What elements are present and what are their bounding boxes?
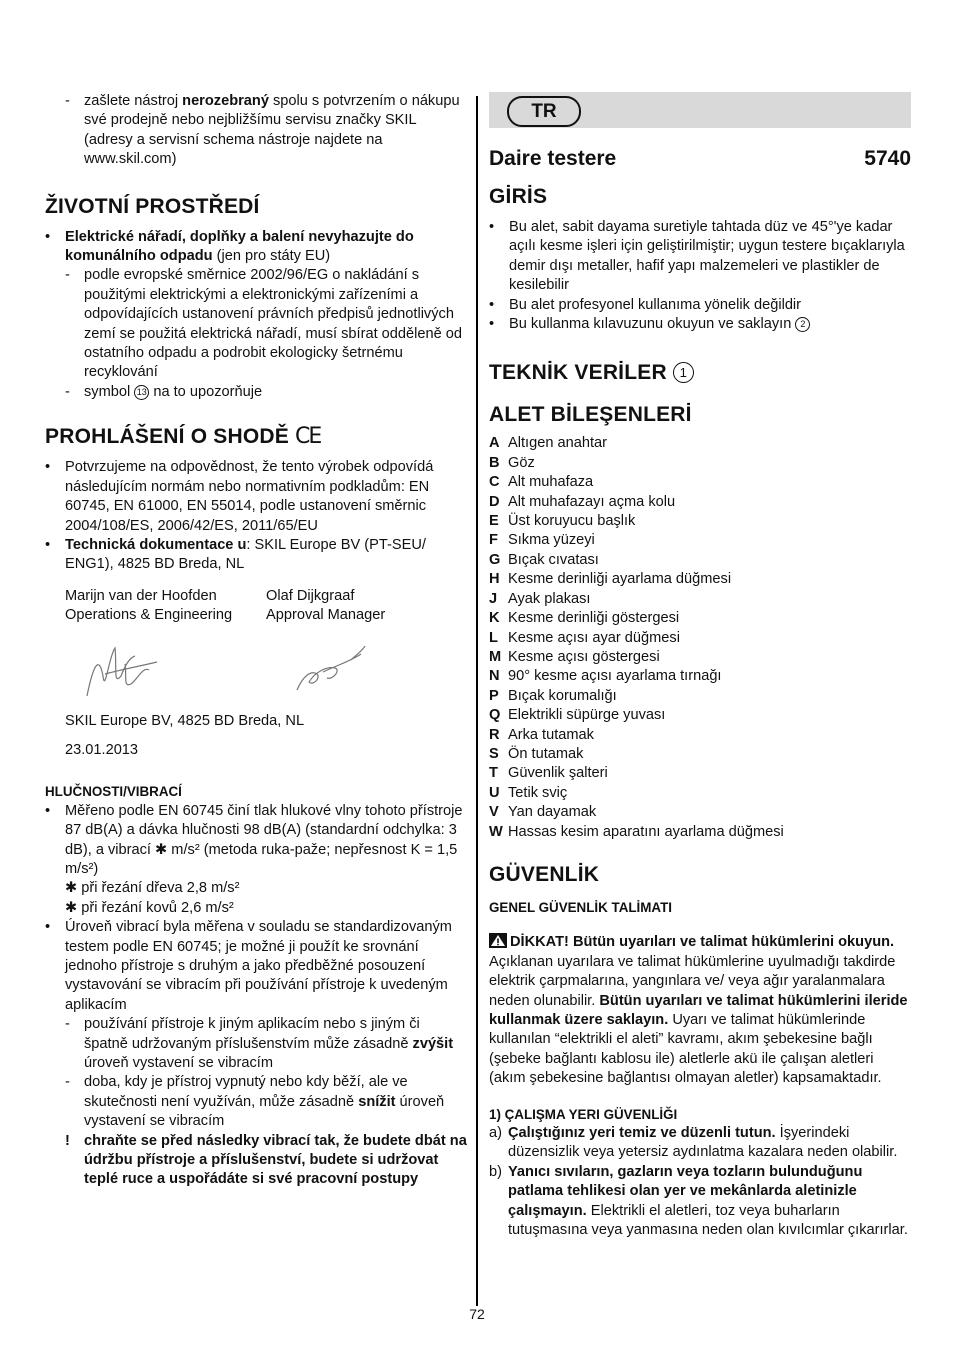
intro-text-rest: spolu s potvrzením o nákupu své prodejně nebo nejbližšímu servisu značky SKIL (adresy a servisní schema nástroje najdete na www.skil.com): [84, 93, 460, 168]
decl-bullet-2: • Technická dokumentace u: SKIL Europe BV (PT-SEU/ ENG1), 4825 BD Breda, NL: [45, 536, 426, 573]
part-item: [489, 434, 911, 453]
part-key: M: [489, 648, 502, 665]
decl-heading-text: PROHLÁŠENÍ O SHODĚ: [45, 425, 289, 449]
warning-bold-1: DİKKAT! Bütün uyarıları ve talimat hükümlerini okuyun.: [510, 934, 895, 951]
noise-dash-1-bold: zvýšit: [412, 1035, 454, 1052]
part-label: Altıgen anahtar: [508, 435, 607, 452]
part-key: C: [489, 474, 500, 491]
signatory-1: [65, 587, 266, 626]
part-label: Kesme derinliği göstergesi: [508, 610, 680, 627]
signatures: [65, 636, 467, 706]
env-dash-2: - symbol 13 na to upozorňuje: [65, 383, 263, 400]
part-item: [489, 570, 911, 589]
part-key: R: [489, 726, 500, 743]
part-key: P: [489, 687, 499, 704]
tech-heading-text: TEKNİK VERİLER: [489, 361, 667, 385]
part-label: Kesme derinliği ayarlama düğmesi: [508, 571, 732, 588]
left-column: [45, 92, 467, 1190]
part-label: Bıçak cıvatası: [508, 551, 599, 568]
part-label: Üst koruyucu başlık: [508, 513, 636, 530]
figure-ref-icon: 13: [134, 385, 149, 400]
part-key: U: [489, 784, 500, 801]
env-heading: ŽIVOTNÍ PROSTŘEDÍ: [45, 194, 260, 218]
part-item: [489, 473, 911, 492]
work-item-a-bold: Çalıştığınız yeri temiz ve düzenli tutun.: [508, 1125, 776, 1142]
env-dash-2-text-b: na to upozorňuje: [149, 383, 263, 400]
right-column: [489, 92, 911, 1240]
part-key: G: [489, 551, 501, 568]
part-key: W: [489, 823, 503, 840]
part-item: [489, 687, 911, 706]
work-item-b-mark: b): [489, 1163, 502, 1180]
signatory-1-name: Marijn van der Hoofden: [65, 587, 217, 604]
page-number: 72: [469, 1306, 485, 1322]
part-key: N: [489, 668, 500, 685]
parts-heading: ALET BİLEŞENLERİ: [489, 403, 692, 427]
part-item: [489, 590, 911, 609]
part-key: K: [489, 610, 500, 627]
env-bullet: • Elektrické nářadí, doplňky a balení nevyhazujte do komunálního odpadu (jen pro státy EU): [45, 228, 414, 265]
part-label: Kesme açısı ayar düğmesi: [508, 629, 680, 646]
env-dash-1-text: podle evropské směrnice 2002/96/EG o nakládání s použitými elektrickými a elektronickými zařízeními a odpovídajících ustanovení právních předpisů jednotlivých zemí se použitá elektrická nářadí, musí sbírat odděleně od ostatního odpadu a podrobit ekologicky šetrnému recyklování: [84, 267, 463, 381]
general-warning: [489, 933, 911, 1088]
part-item: [489, 512, 911, 531]
env-dash-1: - podle evropské směrnice 2002/96/EG o nakládání s použitými elektrickými a elektronickými zařízeními a odpovídajících ustanovení právních předpisů jednotlivých zemí se použitá elektrická nářadí, musí sbírat odděleně od ostatního odpadu a podrobit ekologicky šetrnému recyklování: [45, 266, 467, 382]
noise-metal-value: ✱ při řezání kovů 2,6 m/s²: [65, 899, 234, 916]
env-bullet-bold: Elektrické nářadí, doplňky a balení nevyhazujte do komunálního odpadu: [65, 228, 414, 265]
noise-wood-value: ✱ při řezání dřeva 2,8 m/s²: [65, 880, 240, 897]
part-label: Arka tutamak: [508, 726, 594, 743]
intro-bullet-3-text: Bu kullanma kılavuzunu okuyun ve saklayın: [509, 316, 796, 333]
signatory-2-title: Approval Manager: [266, 607, 386, 624]
safety-heading: GÜVENLİK: [489, 862, 600, 886]
signature-images: [65, 636, 465, 706]
part-key: L: [489, 629, 498, 646]
part-label: 90° kesme açısı ayarlama tırnağı: [508, 668, 722, 685]
work-item-a-mark: a): [489, 1125, 502, 1142]
product-number: 5740: [864, 147, 911, 170]
noise-dash-2-text-b: úroveň vystavení se vibracím: [84, 1093, 445, 1130]
noise-bullet-2: • Úroveň vibrací byla měřena v souladu se standardizovaným testem podle EN 60745; je možné ji použít ke srovnání jednoho přístroje s druhým a jako předběžné posouzení vystavování se vibracím při používání přístroje k uvedeným aplikacím: [45, 918, 467, 1015]
part-item: [489, 803, 911, 822]
part-item: [489, 667, 911, 686]
work-item-a-text: İşyerindeki düzensizlik veya yetersiz aydınlatma kazalara neden olabilir.: [508, 1125, 898, 1161]
declaration-date: 23.01.2013: [65, 741, 139, 758]
figure-ref-icon: 1: [673, 362, 694, 383]
part-key: J: [489, 590, 498, 607]
general-safety-heading: GENEL GÜVENLİK TALİMATI: [489, 899, 673, 915]
part-item: [489, 784, 911, 803]
decl-bullet-2-rest: : SKIL Europe BV (PT-SEU/ ENG1), 4825 BD Breda, NL: [65, 536, 426, 573]
column-divider: [476, 96, 478, 1306]
part-key: V: [489, 804, 499, 821]
part-label: Ön tutamak: [508, 745, 584, 762]
part-item: [489, 629, 911, 648]
noise-dash-1-text: používání přístroje k jiným aplikacím nebo s jiným či špatně udržovaným příslušenstvím může zásadně: [84, 1016, 420, 1052]
part-key: F: [489, 532, 498, 549]
noise-heading: HLUČNOSTI/VIBRACÍ: [45, 784, 182, 800]
part-key: Q: [489, 707, 501, 724]
parts-list: [489, 434, 911, 842]
work-item-a: [489, 1124, 911, 1163]
decl-bullet-2-bold: Technická dokumentace u: [65, 536, 247, 553]
noise-dash-2: - doba, kdy je přístroj vypnutý nebo kdy běží, ale ve skutečnosti není využíván, může zásadně snížit úroveň vystavení se vibracím: [65, 1074, 445, 1130]
warning-text-2: Uyarı ve talimat hükümlerinde kullanılan “elektrikli el aleti” kavramı, akım şebekesine bağlı (şebeke bağlantı kablosu ile) aletlerle akü ile çalışan aletleri (akım şebekesine bağlantısı olmayan aletler) kapsamaktadır.: [489, 1012, 882, 1087]
part-label: Yan dayamak: [508, 804, 597, 821]
tech-heading: [489, 360, 911, 386]
product-title-row: [489, 146, 911, 172]
part-label: Alt muhafaza: [508, 474, 594, 491]
part-label: Hassas kesim aparatını ayarlama düğmesi: [508, 823, 784, 840]
part-label: Tetik sviç: [508, 784, 568, 801]
work-area-heading: 1) ÇALIŞMA YERI GÜVENLİĞI: [489, 1106, 678, 1122]
noise-dash-2-bold: snížit: [358, 1093, 396, 1110]
noise-bullet-1-text: Měřeno podle EN 60745 činí tlak hlukové vlny tohoto přístroje 87 dB(A) a dávka hlučnosti 98 dB(A) (standardní odchylka: 3 dB), a vibrací ✱ m/s² (metoda ruka-paže; nepřesnost K = 1,5 m/s²): [65, 802, 463, 877]
intro-bullet-2: • Bu alet profesyonel kullanıma yönelik değildir: [489, 296, 911, 315]
product-title: Daire testere: [489, 147, 617, 170]
noise-dash-1-text-b: úroveň vystavení se vibracím: [84, 1055, 273, 1072]
warning-bold-2: Bütün uyarıları ve talimat hükümlerini ileride kullanmak üzere saklayın.: [489, 992, 908, 1028]
part-item: [489, 823, 911, 842]
part-key: T: [489, 765, 498, 782]
work-item-b-bold: Yanıcı sıvıların, gazların veya tozların bulunduğunu patlama tehlikesi olan yer ve mekânlarda aletinizle çalışmayın.: [508, 1163, 863, 1219]
signatory-1-title: Operations & Engineering: [65, 607, 233, 624]
part-label: Ayak plakası: [508, 590, 591, 607]
part-label: Alt muhafazayı açma kolu: [508, 493, 676, 510]
noise-bullet-1: • Měřeno podle EN 60745 činí tlak hlukové vlny tohoto přístroje 87 dB(A) a dávka hlučnosti 98 dB(A) (standardní odchylka: 3 dB), a vibrací ✱ m/s² (metoda ruka-paže; nepřesnost K = 1,5 m/s²) ✱ při řezání dřeva 2,8 m/s² ✱ při řezání kovů 2,6 m/s²: [45, 802, 467, 918]
intro-bullet-1-text: Bu alet, sabit dayama suretiyle tahtada düz ve 45°'ye kadar açılı kesme işleri için geliştirilmiştir; uygun testere bıçaklarıyla demir dışı metaller, hafif yapı malzemeleri ve plastikler de kesilebilir: [509, 219, 905, 294]
part-item: [489, 531, 911, 550]
part-item: [489, 454, 911, 473]
intro-bold: nerozebraný: [182, 93, 269, 109]
decl-bullet-1-text: Potvrzujeme na odpovědnost, že tento výrobek odpovídá následujícím normám nebo normativním podkladům: EN 60745, EN 61000, EN 55014, podle ustanovení směrnic 2004/108/ES, 2006/42/ES, 2011/65/EU: [65, 459, 434, 534]
part-label: Bıçak korumalığı: [508, 687, 617, 704]
return-instructions: - zašlete nástroj nerozebraný spolu s potvrzením o nákupu své prodejně nebo nejbližšímu servisu značky SKIL (adresy a servisní schema nástroje najdete na www.skil.com): [65, 93, 460, 168]
company-address: SKIL Europe BV, 4825 BD Breda, NL: [65, 712, 305, 729]
part-key: B: [489, 454, 500, 471]
noise-warning-text: chraňte se před následky vibrací tak, že budete dbát na údržbu přístroje a příslušenství, budete si udržovat teplé ruce a uspořádáte si své pracovní postupy: [84, 1132, 467, 1188]
work-item-b: [489, 1163, 911, 1241]
part-item: [489, 745, 911, 764]
noise-bullet-2-text: Úroveň vibrací byla měřena v souladu se standardizovaným testem podle EN 60745; je možné ji použít ke srovnání jednoho přístroje s druhým a jako předběžné posouzení vystavování se vibracím při používání přístroje k uvedeným aplikacím: [65, 919, 452, 1013]
part-item: [489, 551, 911, 570]
env-dash-2-text: symbol: [84, 383, 135, 400]
part-label: Sıkma yüzeyi: [508, 532, 595, 549]
part-item: [489, 609, 911, 628]
ce-mark-icon: CE: [295, 424, 321, 450]
part-key: A: [489, 435, 500, 452]
part-key: S: [489, 745, 499, 762]
env-bullet-rest: (jen pro státy EU): [212, 248, 331, 265]
intro-bullet-2-text: Bu alet profesyonel kullanıma yönelik değildir: [509, 296, 802, 313]
noise-dash-2-text: doba, kdy je přístroj vypnutý nebo kdy běží, ale ve skutečnosti není využíván, může zásadně: [84, 1074, 408, 1110]
part-label: Göz: [508, 454, 535, 471]
part-item: [489, 493, 911, 512]
figure-ref-icon: 2: [795, 317, 810, 332]
signatories: [65, 587, 467, 626]
noise-dash-1: - používání přístroje k jiným aplikacím nebo s jiným či špatně udržovaným příslušenstvím může zásadně zvýšit úroveň vystavení se vibracím: [65, 1016, 454, 1072]
intro-bullet-1: • Bu alet, sabit dayama suretiyle tahtada düz ve 45°'ye kadar açılı kesme işleri için geliştirilmiştir; uygun testere bıçaklarıyla demir dışı metaller, hafif yapı malzemeleri ve plastikler de kesilebilir: [489, 218, 911, 296]
part-label: Elektrikli süpürge yuvası: [508, 707, 666, 724]
intro-bullet-3: • Bu kullanma kılavuzunu okuyun ve saklayın 2: [489, 315, 911, 334]
decl-bullet-1: • Potvrzujeme na odpovědnost, že tento výrobek odpovídá následujícím normám nebo normativním podkladům: EN 60745, EN 61000, EN 55014, podle ustanovení směrnic 2004/108/ES, 2006/42/ES, 2011/65/EU: [45, 458, 467, 536]
part-label: Güvenlik şalteri: [508, 765, 608, 782]
decl-heading: [45, 424, 467, 450]
signatory-2: [266, 587, 467, 626]
part-item: [489, 726, 911, 745]
intro-heading: GİRİS: [489, 185, 548, 208]
exclamation-icon: !: [65, 1132, 70, 1149]
part-key: D: [489, 493, 500, 510]
part-item: [489, 764, 911, 783]
language-bar: [489, 92, 911, 128]
part-label: Kesme açısı göstergesi: [508, 648, 660, 665]
work-item-b-text: Elektrikli el aletleri, toz veya buharların tutuşmasına veya yanmasına neden olan kıvılcımlar çıkarırlar.: [508, 1202, 908, 1239]
language-badge: TR: [507, 96, 581, 127]
warning-triangle-icon: [489, 933, 507, 948]
intro-text: zašlete nástroj: [84, 93, 183, 109]
signatory-2-name: Olaf Dijkgraaf: [266, 587, 355, 604]
part-key: H: [489, 571, 500, 588]
part-key: E: [489, 513, 499, 530]
warning-text-1: Açıklanan uyarılara ve talimat hükümlerine uyulmadığı takdirde elektrik çarpmalarına, yangınlara ve/ veya ağır yaralanmalara neden olunabilir.: [489, 953, 896, 1009]
part-item: [489, 648, 911, 667]
part-item: [489, 706, 911, 725]
noise-warning: [45, 1132, 467, 1190]
